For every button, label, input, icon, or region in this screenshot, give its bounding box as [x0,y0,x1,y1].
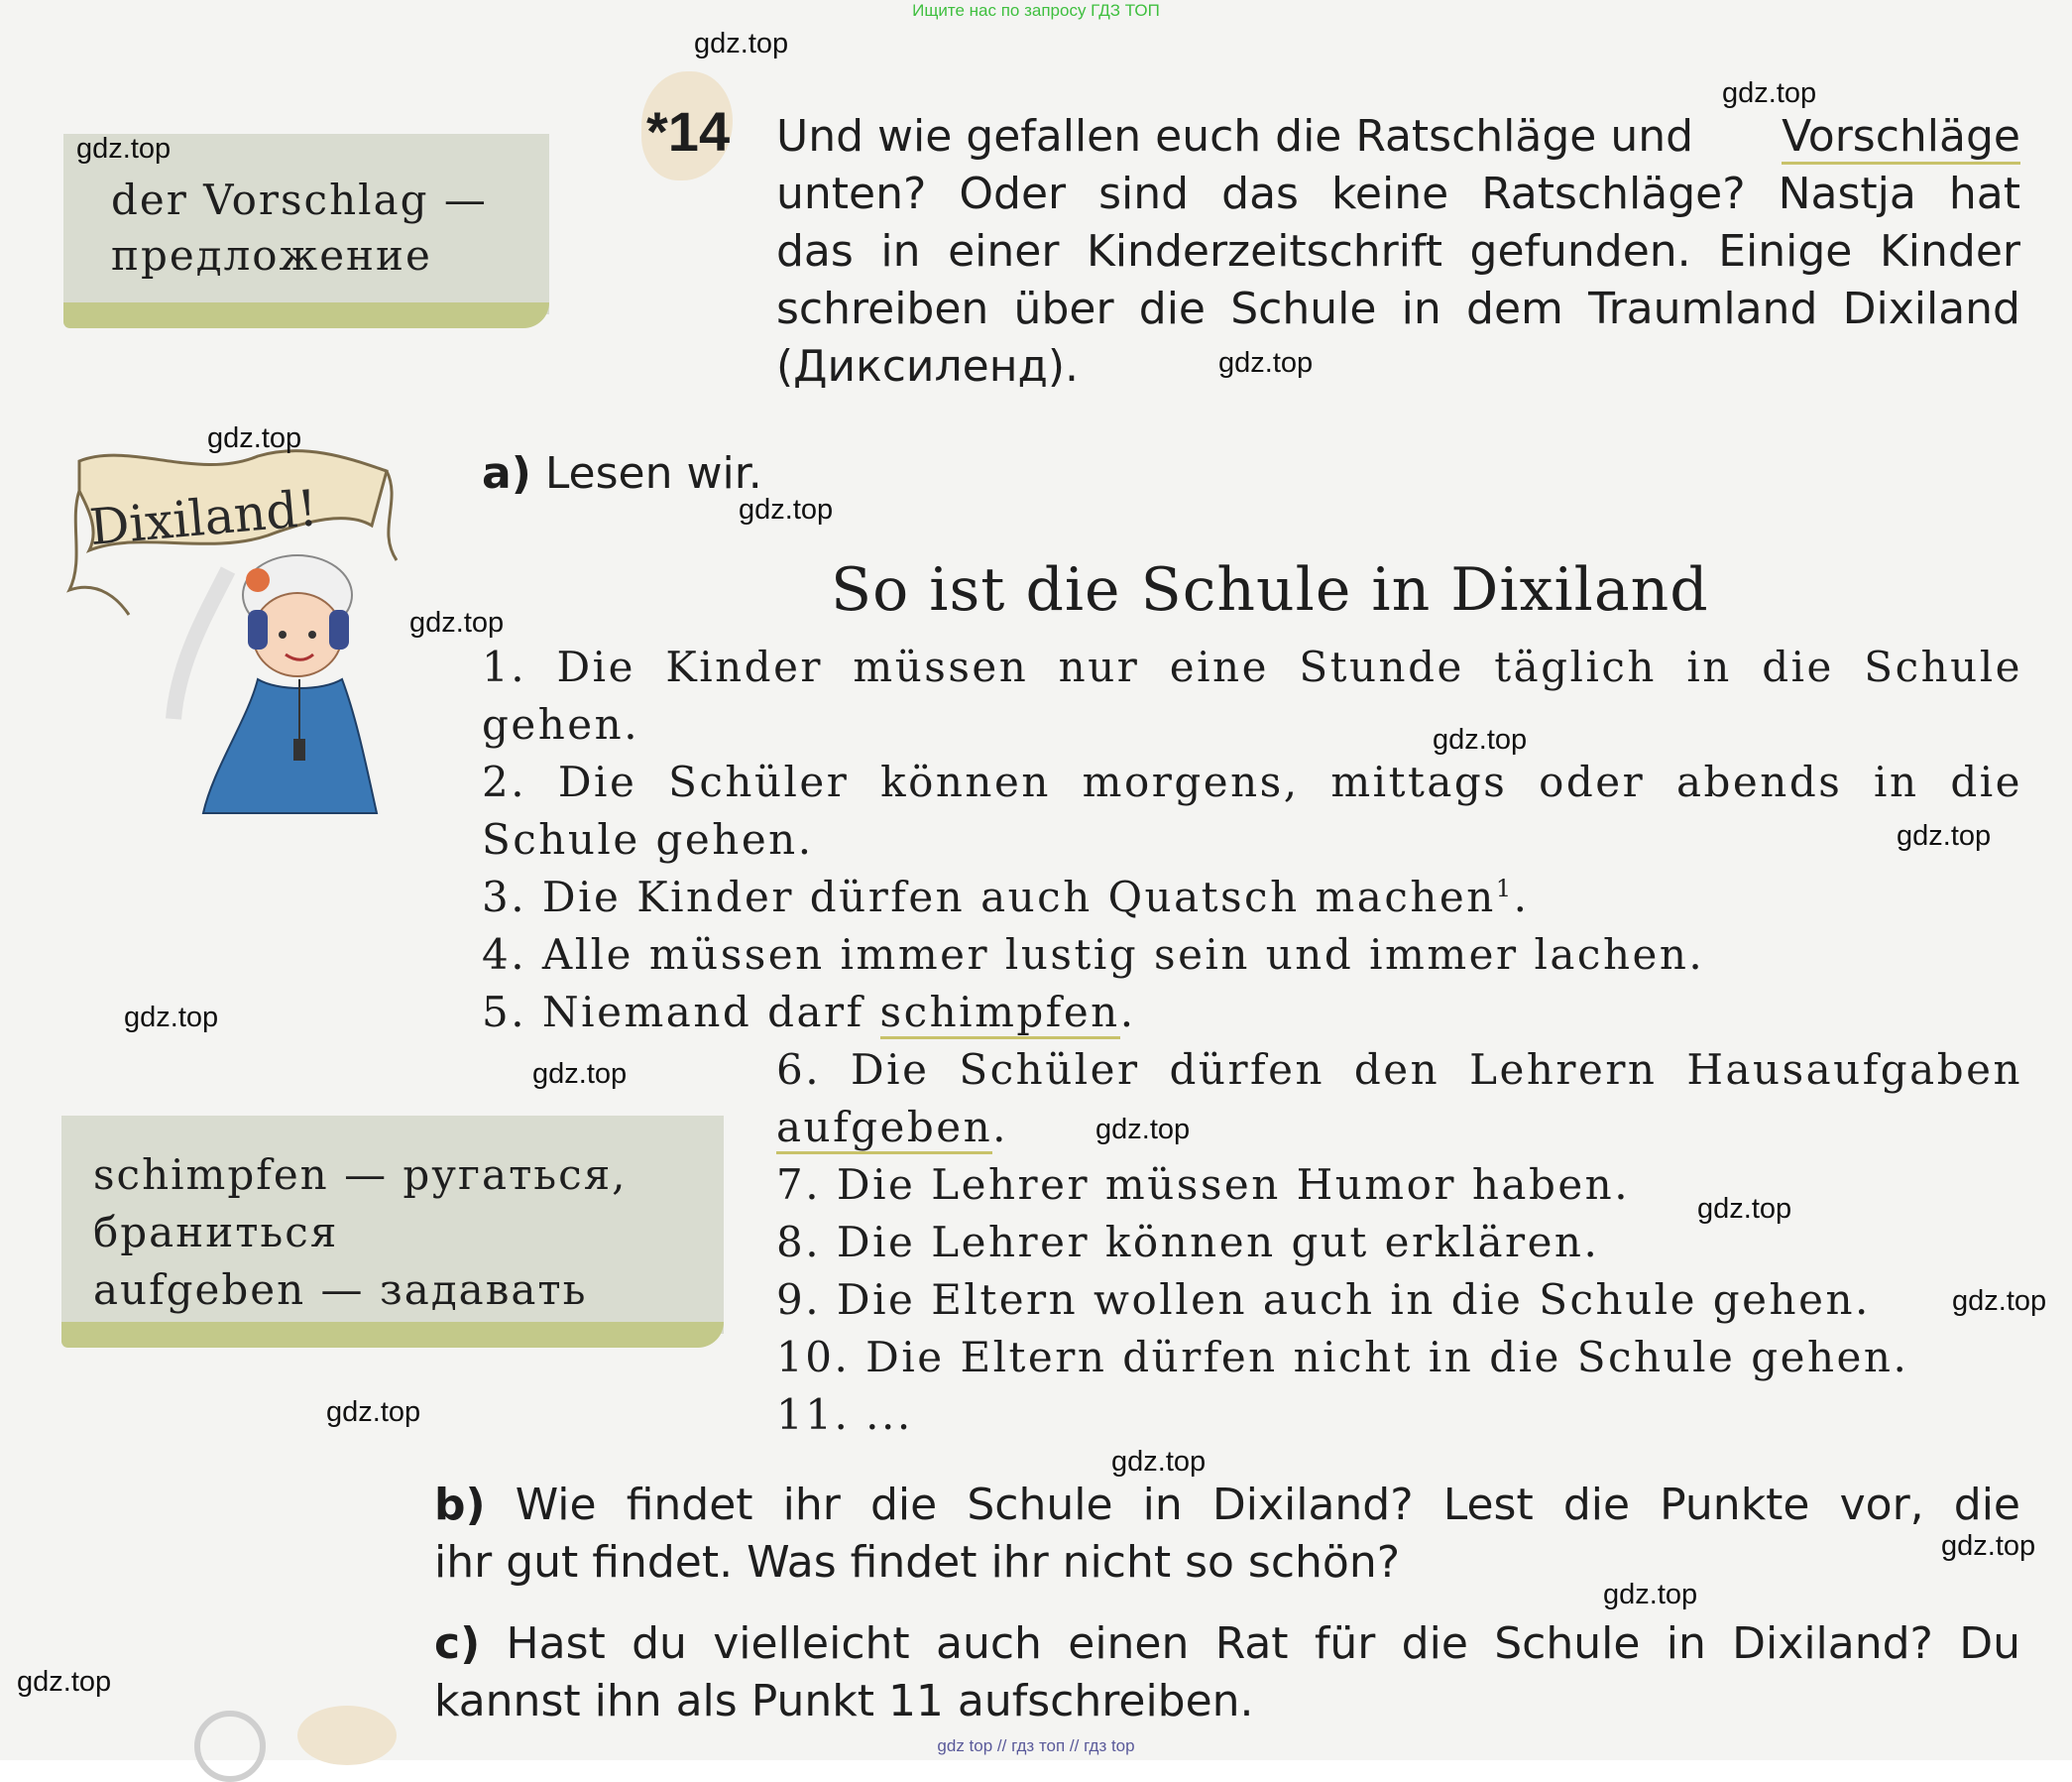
item-3-text: 3. Die Kinder dürfen auch Quatsch machen [482,873,1496,921]
item-5-text: 5. Niemand darf [482,988,880,1036]
jacket [203,679,377,813]
intro-line-1 [776,111,2020,165]
intro-text: Und wie gefallen euch die Ratschläge und [776,111,1694,162]
part-c-line-2: kannst ihn als Punkt 11 aufschreiben. [434,1676,1254,1726]
article-title: So ist die Schule in Dixiland [831,555,1709,625]
item-9: 9. Die Eltern wollen auch in die Schule gehen. [776,1275,1871,1324]
watermark: gdz.top [1603,1579,1698,1610]
item-3-end: . [1513,873,1530,921]
part-b-line-2: ihr gut findet. Was findet ihr nicht so schön? [434,1537,1401,1588]
vocab-line: браниться [93,1208,339,1256]
watermark: gdz.top [17,1666,112,1698]
watermark: gdz.top [1952,1285,2047,1317]
item-7: 7. Die Lehrer müssen Humor haben. [776,1160,1631,1209]
vocab-line: aufgeben — задавать [93,1265,588,1314]
part-b-label: b) [434,1480,486,1530]
top-note: Ищите нас по запросу ГДЗ ТОП [912,1,1160,20]
watermark: gdz.top [1218,347,1314,379]
item-6-end: . [992,1103,1009,1151]
watermark: gdz.top [1095,1114,1191,1145]
part-c-label: c) [434,1618,481,1669]
item-5 [482,988,1136,1036]
item-6-cont [776,1103,1008,1151]
vocab-box-schimpfen [61,1116,724,1334]
banner-text: Dixiland! [87,479,320,557]
watermark: gdz.top [1897,820,1992,852]
item-3 [482,873,1529,921]
underlined-word: Vorschläge [1782,111,2020,165]
part-b-text: Wie findet ihr die Schule in Dixiland? Lest die Punkte vor, die [515,1480,2020,1530]
vocab-stripe [63,302,549,328]
watermark: gdz.top [1722,77,1817,109]
vocab-line: schimpfen — ругаться, [93,1150,628,1199]
vocab-stripe [61,1322,724,1348]
item-8: 8. Die Lehrer können gut erklären. [776,1218,1600,1266]
watermark: gdz.top [1941,1530,2036,1562]
item-10: 10. Die Eltern dürfen nicht in die Schule gehen. [776,1333,1909,1381]
exercise-number: *14 [646,100,731,163]
bottom-note: gdz top // гдз топ // гдз top [937,1736,1135,1755]
intro-line-2: unten? Oder sind das keine Ratschläge? Nastja hat [776,169,2020,219]
watermark: gdz.top [207,422,302,454]
headphones-icon [248,610,268,650]
part-c-text: Hast du vielleicht auch einen Rat für die Schule in Dixiland? Du [506,1618,2020,1669]
part-a-text: Lesen wir. [544,448,762,499]
watermark: gdz.top [1111,1446,1207,1478]
item-1-cont: gehen. [482,700,640,749]
item-4: 4. Alle müssen immer lustig sein und immer lachen. [482,930,1705,979]
item-6: 6. Die Schüler dürfen den Lehrern Hausaufgaben [776,1045,2022,1094]
watermark: gdz.top [409,607,505,639]
underlined-word: schimpfen [880,988,1120,1039]
intro-line-4: schreiben über die Schule in dem Traumland Dixiland [776,284,2020,334]
watermark: gdz.top [1697,1193,1792,1225]
intro-line-3: das in einer Kinderzeitschrift gefunden. Einige Kinder [776,226,2020,277]
item-2-cont: Schule gehen. [482,815,814,864]
item-5-end: . [1119,988,1136,1036]
dixiland-illustration [59,441,406,818]
vocab-line: der Vorschlag — [111,176,488,224]
footnote-mark: 1 [1495,875,1514,902]
part-a [482,448,762,499]
watermark: gdz.top [694,28,789,59]
watermark: gdz.top [1433,724,1528,756]
watermark: gdz.top [532,1058,628,1090]
vocab-line: предложение [111,231,432,280]
part-c-line-1 [434,1618,2020,1669]
watermark: gdz.top [124,1002,219,1033]
part-b-line-1 [434,1480,2020,1530]
watermark: gdz.top [739,494,834,526]
intro-line-5: (Диксиленд). [776,341,1080,392]
watermark: gdz.top [326,1396,421,1428]
item-2: 2. Die Schüler können morgens, mittags oder abends in die [482,758,2022,806]
item-11: 11. ... [776,1390,913,1439]
item-1: 1. Die Kinder müssen nur eine Stunde täglich in die Schule [482,643,2022,691]
underlined-word: aufgeben [776,1103,992,1154]
part-a-label: a) [482,448,531,499]
watermark: gdz.top [76,133,172,165]
